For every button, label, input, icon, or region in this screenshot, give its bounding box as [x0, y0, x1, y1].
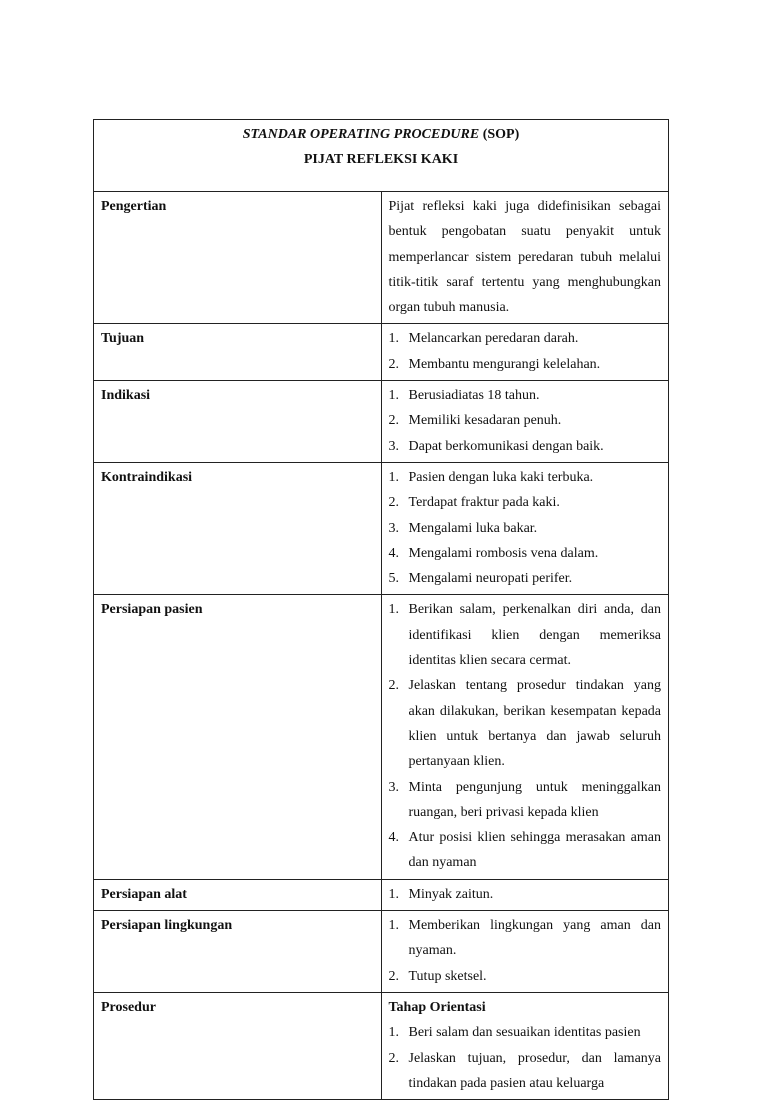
list-item: 4. Mengalami rombosis vena dalam.: [388, 545, 599, 561]
row-prosedur: [94, 992, 669, 1099]
list-item: 3. Mengalami luka bakar.: [388, 520, 538, 536]
list-item: 1. Melancarkan peredaran darah.: [388, 331, 579, 347]
row-label: Indikasi: [94, 381, 382, 463]
list-item: 2. Tutup sketsel.: [388, 968, 487, 984]
list-item: 2. Memiliki kesadaran penuh.: [388, 413, 562, 429]
row-label: Prosedur: [94, 992, 382, 1099]
list-item: 4. Atur posisi klien sehingga merasakan aman dan nyaman: [388, 830, 661, 871]
row-kontraindikasi: [94, 462, 669, 594]
numbered-list: [389, 383, 662, 459]
row-content: [381, 879, 669, 910]
row-content: [381, 462, 669, 594]
row-indikasi: [94, 381, 669, 463]
list-item: 5. Mengalami neuropati perifer.: [388, 571, 573, 587]
row-content: [381, 595, 669, 879]
row-label: Persiapan alat: [94, 879, 382, 910]
numbered-list: [389, 326, 662, 377]
numbered-list: [389, 913, 662, 989]
row-label: Tujuan: [94, 324, 382, 381]
row-label: Kontraindikasi: [94, 462, 382, 594]
list-item: 2. Terdapat fraktur pada kaki.: [388, 495, 560, 511]
list-item: 1. Pasien dengan luka kaki terbuka.: [388, 469, 594, 485]
row-tujuan: [94, 324, 669, 381]
row-pengertian: [94, 192, 669, 324]
row-content: [381, 911, 669, 993]
procedure-subheading: Tahap Orientasi: [388, 999, 486, 1015]
row-content: [381, 381, 669, 463]
row-content: [381, 192, 669, 324]
numbered-list: [389, 597, 662, 875]
definition-text: Pijat refleksi kaki juga didefinisikan sebagai bentuk pengobatan suatu penyakit untuk memperlancar sistem peredaran tubuh melalui titik-titik saraf tertentu yang menghubungkan organ tubuh manusia.: [388, 199, 661, 316]
numbered-list: [389, 1020, 662, 1096]
list-item: 1. Memberikan lingkungan yang aman dan nyaman.: [388, 918, 661, 959]
row-label: Persiapan pasien: [94, 595, 382, 879]
row-persiapan-alat: [94, 879, 669, 910]
row-label: Pengertian: [94, 192, 382, 324]
row-label: Persiapan lingkungan: [94, 911, 382, 993]
list-item: 3. Minta pengunjung untuk meninggalkan ruangan, beri privasi kepada klien: [388, 779, 661, 820]
list-item: 1. Minyak zaitun.: [388, 886, 494, 902]
row-content: [381, 992, 669, 1099]
sop-table: [93, 119, 669, 1100]
header-cell: [94, 120, 669, 192]
header-row: [94, 120, 669, 192]
list-item: 1. Berikan salam, perkenalkan diri anda, dan identifikasi klien dengan memeriksa identitas klien secara cermat.: [388, 602, 661, 669]
list-item: 3. Dapat berkomunikasi dengan baik.: [388, 438, 604, 454]
numbered-list: [389, 882, 662, 907]
numbered-list: [389, 465, 662, 591]
document-title: STANDAR OPERATING PROCEDURE (SOP): [242, 127, 520, 142]
row-persiapan-lingkungan: [94, 911, 669, 993]
row-content: [381, 324, 669, 381]
list-item: 1. Beri salam dan sesuaikan identitas pasien: [388, 1025, 641, 1041]
list-item: 2. Membantu mengurangi kelelahan.: [388, 356, 601, 372]
list-item: 2. Jelaskan tentang prosedur tindakan yang akan dilakukan, berikan kesempatan kepada klien untuk bertanya dan jawab seluruh pertanyaan klien.: [388, 678, 661, 770]
list-item: 2. Jelaskan tujuan, prosedur, dan lamanya tindakan pada pasien atau keluarga: [388, 1050, 661, 1091]
document-subtitle: PIJAT REFLEKSI KAKI: [303, 152, 459, 168]
list-item: 1. Berusiadiatas 18 tahun.: [388, 388, 540, 404]
row-persiapan-pasien: [94, 595, 669, 879]
